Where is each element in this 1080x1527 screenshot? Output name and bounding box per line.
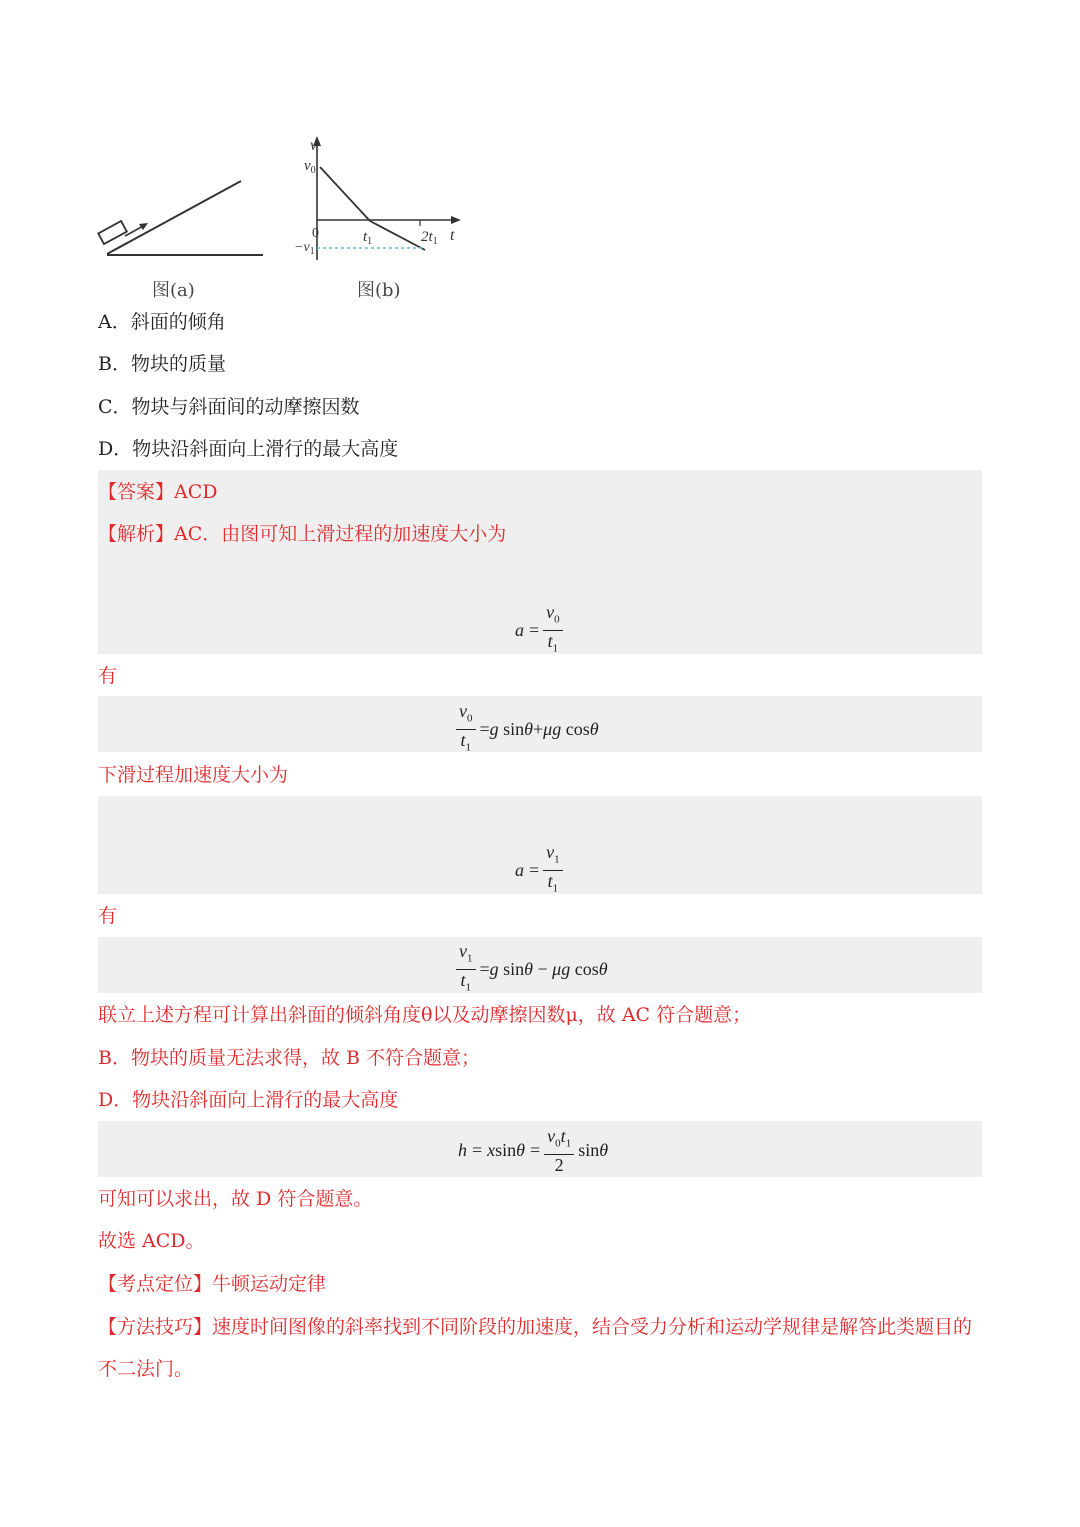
fangfa-line-2: 不二法门。 — [98, 1358, 194, 1380]
axis-label-v: v — [310, 137, 318, 154]
label-v0: $v_0$ — [304, 158, 316, 176]
incline-line — [107, 181, 241, 254]
kaodian-line: 【考点定位】牛顿运动定律 — [98, 1273, 327, 1295]
block-on-incline — [98, 221, 127, 244]
final-answer: 故选 ACD。 — [98, 1230, 205, 1252]
conclusion-d2: 可知可以求出，故 D 符合题意。 — [98, 1188, 373, 1210]
label-origin: 0 — [312, 226, 319, 241]
velocity-line-up — [320, 167, 370, 221]
label-neg-v1: $-v_1$ — [294, 240, 315, 257]
down-text: 下滑过程加速度大小为 — [98, 764, 289, 786]
conclusion-d: D．物块沿斜面向上滑行的最大高度 — [98, 1089, 399, 1111]
axis-label-t: t — [450, 227, 455, 244]
conclusion-b: B．物块的质量无法求得，故 B 不符合题意； — [98, 1047, 481, 1069]
label-2t1: $2t_1$ — [421, 229, 438, 247]
figure-b-caption: 图(b) — [357, 280, 401, 301]
fangfa-line-1: 【方法技巧】速度时间图像的斜率找到不同阶段的加速度，结合受力分析和运动学规律是解答此类题目的 — [98, 1316, 973, 1338]
figure-b — [290, 130, 470, 270]
option-c: C．物块与斜面间的动摩擦因数 — [98, 396, 360, 418]
label-t1: $t_1$ — [363, 229, 373, 247]
answer-line: 【答案】ACD — [98, 481, 218, 503]
equation-accel-down: a = $\frac{v_1}{t_1}$ — [515, 842, 567, 898]
conclusion-line-1: 联立上述方程可计算出斜面的倾斜角度θ以及动摩擦因数μ，故 AC 符合题意； — [98, 1004, 752, 1026]
velocity-line-down — [370, 221, 425, 250]
equation-force-up: $\frac{v_0}{t_1}$ = g sin θ + μg cos θ — [452, 701, 599, 757]
you-line-1: 有 — [98, 665, 118, 687]
option-d: D．物块沿斜面向上滑行的最大高度 — [98, 438, 399, 460]
equation-accel-up: a = $\frac{v_0}{t_1}$ — [515, 602, 567, 658]
analysis-intro: 【解析】AC．由图可知上滑过程的加速度大小为 — [98, 523, 507, 545]
option-b: B．物块的质量 — [98, 353, 226, 375]
figure-a-caption: 图(a) — [152, 280, 195, 301]
option-a: A．斜面的倾角 — [98, 311, 226, 333]
you-line-2: 有 — [98, 905, 118, 927]
arrow-head-icon — [139, 223, 148, 230]
equation-force-down: $\frac{v_1}{t_1}$ = g sin θ − μg cos θ — [452, 941, 608, 997]
equation-max-height: h = x sin θ = $\frac{v_0t_1}{2}$ sin θ — [458, 1126, 609, 1175]
t-axis-arrow-icon — [451, 216, 461, 224]
